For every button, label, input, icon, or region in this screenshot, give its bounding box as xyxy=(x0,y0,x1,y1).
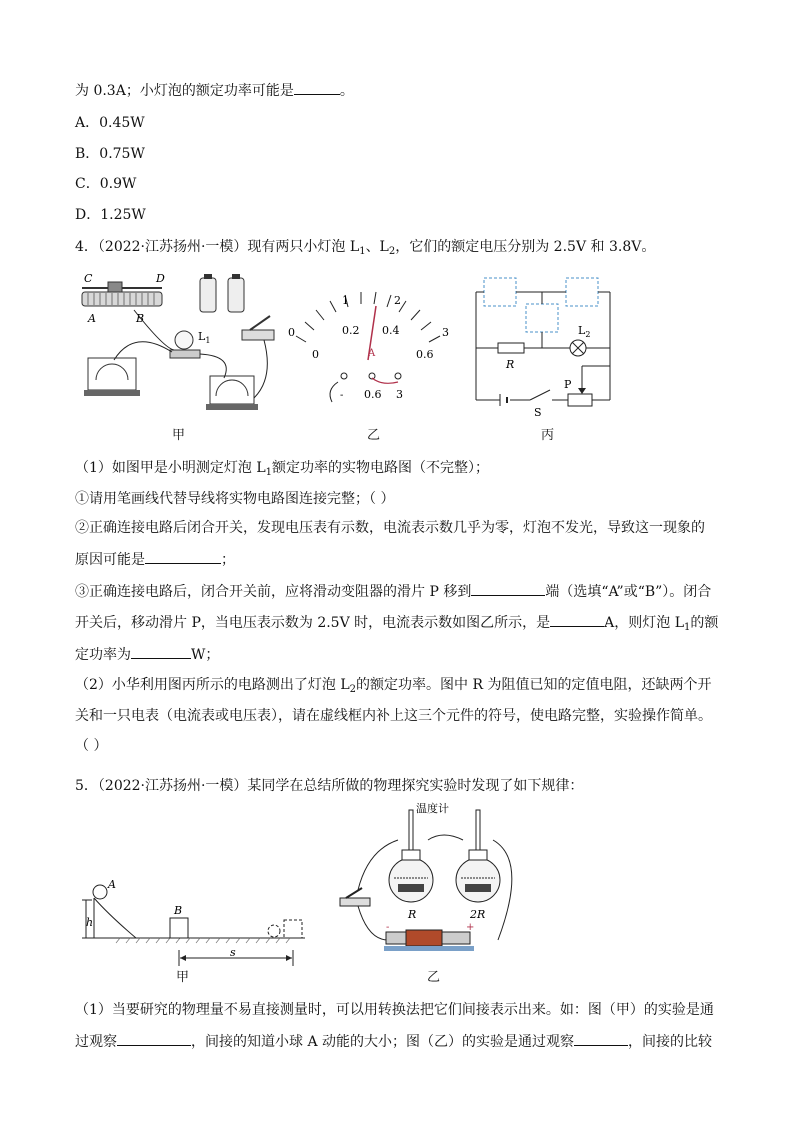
ramp xyxy=(94,898,136,938)
dashed-box-3 xyxy=(526,304,558,332)
label-minus: - xyxy=(386,922,390,933)
label-S: S xyxy=(534,406,542,419)
q4-step3-a: ③正确连接电路后，闭合开关前，应将滑动变阻器的滑片 P 移到 端（选填“A”或“B”）。闭合 xyxy=(75,581,711,602)
q4-part1: （1）如图甲是小明测定灯泡 $L_1$额定功率的实物电路图（不完整）； xyxy=(75,460,490,478)
flask-2 xyxy=(456,858,500,902)
q3-option-c: C．0.9W xyxy=(75,176,137,192)
label-C: C xyxy=(84,272,93,285)
q3-option-b: B．0.75W xyxy=(75,146,145,162)
label-A: A xyxy=(88,312,96,325)
label-B: B xyxy=(174,904,183,917)
q4-step3-c: 定功率为 W； xyxy=(75,644,219,665)
figure-label-bing: 丙 xyxy=(541,428,555,443)
label-A: A xyxy=(108,878,116,891)
label-s: s xyxy=(230,946,236,959)
dial-ticks xyxy=(296,292,440,342)
terminal-minus xyxy=(341,373,347,379)
q4-step1: ①请用笔画线代替导线将实物电路图连接完整；（ ） xyxy=(75,491,395,507)
q4-part2-a: （2）小华利用图丙所示的电路测出了灯泡 $L_2$的额定功率。图中 R 为阻值已知的定值电阻，还缺两个开 xyxy=(75,677,712,695)
rheostat-slider xyxy=(108,282,122,292)
terminal-label-3: 3 xyxy=(396,388,403,401)
dial-bottom-02: 0.2 xyxy=(342,324,360,337)
battery-2 xyxy=(228,278,244,312)
answer-blank xyxy=(145,549,221,564)
resistor-R xyxy=(398,884,424,892)
terminal-label-minus: - xyxy=(340,390,344,401)
dial-top-3: 3 xyxy=(442,326,449,339)
knife-switch xyxy=(242,330,274,340)
figure-label-jia: 甲 xyxy=(172,428,186,443)
label-L1: $L_1$ xyxy=(198,330,211,345)
answer-blank xyxy=(117,1031,191,1046)
figure-label-jia-5: 甲 xyxy=(176,970,190,985)
terminal-3 xyxy=(395,373,401,379)
block-B xyxy=(170,918,188,938)
label-R: R xyxy=(506,358,515,371)
block-final xyxy=(284,920,302,938)
figure-label-yi: 乙 xyxy=(367,428,381,443)
answer-blank xyxy=(131,644,191,659)
answer-blank xyxy=(294,80,340,95)
dial-bottom-04: 0.4 xyxy=(382,324,400,337)
battery-1 xyxy=(200,278,216,312)
q3-option-d: D．1.25W xyxy=(75,207,146,223)
q4-figure-bing xyxy=(474,270,624,420)
q3-tail-text: 为 0.3A；小灯泡的额定功率可能是 xyxy=(75,83,294,99)
label-R: R xyxy=(408,908,417,921)
q4-part2-b: 关和一只电表（电流表或电压表），请在虚线框内补上这三个元件的符号，使电路完整，实验操作简单。 xyxy=(75,708,712,724)
rheostat-P xyxy=(568,394,592,406)
answer-blank xyxy=(471,581,545,596)
lamp-bulb xyxy=(175,331,193,349)
terminal-label-06: 0.6 xyxy=(364,388,382,401)
q5-part1-a: （1）当要研究的物理量不易直接测量时，可以用转换法把它们间接表示出来。如：图（甲）的实验是通 xyxy=(75,1002,714,1018)
label-P: P xyxy=(564,378,572,391)
label-plus: + xyxy=(466,922,475,933)
switch xyxy=(340,898,370,906)
dial-unit: A xyxy=(368,348,376,359)
dashed-box-2 xyxy=(566,278,598,306)
dial-bottom-06: 0.6 xyxy=(416,348,434,361)
label-2R: 2R xyxy=(470,908,486,921)
figure-label-yi-5: 乙 xyxy=(427,970,441,985)
dial-top-2: 2 xyxy=(394,294,401,307)
dial-bottom-0: 0 xyxy=(312,348,319,361)
q4-step2-a: ②正确连接电路后闭合开关，发现电压表有示数，电流表示数几乎为零，灯泡不发光，导致这一现象的 xyxy=(75,520,705,536)
q5-header: 5．（2022·江苏扬州·一模）某同学在总结所做的物理探究实验时发现了如下规律： xyxy=(75,778,584,794)
dial-top-0: 0 xyxy=(288,326,295,339)
q3-tail-line: 为 0.3A；小灯泡的额定功率可能是 。 xyxy=(75,80,354,101)
q4-part2-c: （ ） xyxy=(75,738,108,754)
q4-step2-b: 原因可能是 ； xyxy=(75,549,235,570)
resistor-2R xyxy=(465,884,491,892)
thermometer-label: 温度计 xyxy=(416,802,449,815)
label-L2: $L_2$ xyxy=(578,324,591,339)
answer-blank xyxy=(550,612,604,627)
q4-figure-jia xyxy=(74,268,284,418)
q4-header: 4．（2022·江苏扬州·一模）现有两只小灯泡 $L_1$、$L_2$，它们的额定电压分别为 2.5V 和 3.8V。 xyxy=(75,239,656,257)
voltmeter xyxy=(88,358,136,390)
ball-A xyxy=(93,885,107,899)
q5-part1-b: 过观察 ，间接的知道小球 A 动能的大小；图（乙）的实验是通过观察 ，间接的比较 xyxy=(75,1031,712,1052)
q4-figure-yi xyxy=(286,290,456,410)
dashed-box-1 xyxy=(484,278,516,306)
resistor-R xyxy=(498,343,524,353)
flask-1 xyxy=(389,858,433,902)
dial-top-1: 1 xyxy=(342,294,349,307)
q5-figure-jia xyxy=(80,876,310,971)
q3-option-a: A．0.45W xyxy=(75,115,145,131)
q4-step3-b: 开关后，移动滑片 P，当电压表示数为 2.5V 时，电流表示数如图乙所示，是 A，则灯泡 $L_1$的额 xyxy=(75,612,718,638)
lamp-base xyxy=(170,350,200,358)
label-D: D xyxy=(156,272,165,285)
answer-blank xyxy=(574,1031,628,1046)
q5-figure-yi xyxy=(338,800,528,970)
label-h: h xyxy=(86,916,94,929)
label-B: B xyxy=(136,312,145,325)
